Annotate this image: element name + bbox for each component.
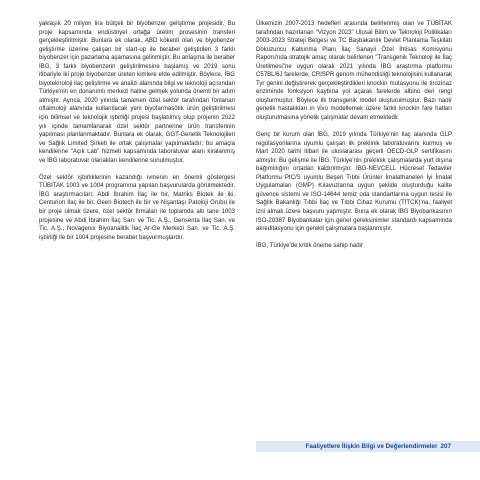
paragraph: Ülkemizin 2007-2013 hedefleri arasında belirlenmiş olan ve TÜBİTAK tarafından hazırlanan "Vizyon 2023" Ulusal Bilim ve Teknoloji Politikaları 2003-2023 Strateji Belgesi ve TC Başbakanlık Devlet Planlama Teşkilatı Dokuzuncu Kalkınma Planı İlaç Sanayii Özel İhtisas Komisyonu Raporu'nda stratejik amaç olarak belirlenen "Transgenik Teknoloji ile İlaç Üretilmesi"ne uygun olarak 2021 yılında İBG araştırma platformu C57BL/6J farelerde, CRISPR genom mühendisliği teknolojisini kullanarak Tyr genini değiştirerek gerçekleştirdikleri knockin mutasyonu ile tirozinaz enziminde fonksiyon kaybına yol açarak farelerde albino deri rengi oluşturmuştur. Böylece ilk transgenik model oluşturulmuştur. Bazı nadir genetik hastalıkları in vivo modellemek üzere farklı knockin fare hatları oluşturulmasına yönelik çalışmalar devam etmektedir. — [256, 21, 452, 122]
right-column — [256, 20, 452, 259]
paragraph: Genç bir kurum olan İBG, 2019 yılında Türkiye'nin ilaç alanında GLP regülasyonlarına uyumlu çalışan ilk preklinik laboratuvarını kurmuş ve Mart 2020 tarihi itibari ile uluslararası geçerli OECD-GLP sertifikasını almıştır. Bu gelişme ile İBG, Türkiye'nin preklinik çalışmalarda yurt dışına bağımlılığını ortadan kaldırılmıştır. İBG-NEVCELL Hücresel Tedaviler Platformu PIC/S uyumlu Beşeri Tıbbi Ürünler İmalathaneleri İyi İmalat Uygulamaları (GMP) Kılavuzlarına uygun şekilde oluşturduğu kalite güvence sistemi ve ISO-14644 temiz oda standartlarına uygun tesisi ile Sağlık Bakanlığı Tıbbi İlaç ve Tıbbi Cihaz Kurumu (TİTCK)'na, faaliyet izni almak üzere başvuru yapmıştır. Buna ek olarak İBG Biyobankasının ISO-20387 Biyobankalar için genel gereksinimler standardı kapsamında akreditasyonu için gerekli çalışmalara başlanmıştır. — [256, 132, 452, 233]
paragraph: İBG, Türkiye'de kritik öneme sahip nadir — [256, 243, 363, 250]
footer-section-title: Faaliyetlere İlişkin Bilgi ve Değerlendirmeler — [305, 443, 438, 450]
page-number: 207 — [440, 443, 451, 450]
page-footer — [306, 441, 451, 452]
paragraph: yaklaşık 20 milyon lira bütçeli bir biyobenzer geliştirme projesidir. Bu proje kapsamında endüstriyel ortağa üretim prosesinin transferi gerçekleştirilmiştir. Bunlara ek olarak, ABD kökenli olan ve biyobenzer geliştirme üzerine çalışan bir start-up ile beraber geliştirilen 3 farklı biyobenzer için pazarlama aşamasına gelinmiştir. Bu anlaşma ile beraber İBG, 3 farklı biyobenzerin geliştirilmesine başlamış ve 2019 sonu itibariyle iki proje biyobenzer üreten kimlere elde edilmiştir. Böylece, İBG biyoteknoloji ilaç geliştirme ve analizi alanında bilgi ve teknoloji açısından Türkiye'nin en donanımlı merkezi haline gelmek yolunda önemli bir adım atmıştır. Ayrıca, 2020 yılında tamamen özel sektör tarafından fonlanan oftalmoloji alanında kullanılacak yeni biyofarmasötik ürün geliştirilmesi için bilimsel ve teknolojik işbirliği projesi başlatılmış olup projenin 2022 yılı içinde tamamlanarak özel sektör partnerine ürün transferinin yapılması planlanmaktadır. Bunlara ek olarak, GGT-Genetik Teknolojileri ve Sağlık Limited Şirketi ile ortak çalışmalar yapılmaktadır; bu amaçla kendilerine "Açık Lab" hizmeti kapsamında laboratuvar alanı kiralanmış ve İBG laboratuvar olanakları kendilerine sunulmuştur. — [39, 21, 235, 164]
paragraph: Özel sektör işbirliklerinin kazandığı ivmenin en önemli göstergesi TÜBİTAK 1003 ve 1004 programına yapılan başvurularda görülmektedir. İBG araştırmacıları; Abdi İbrahim İlaç ile bir, Matriks Biotek ile iki, Centurion İlaç ile bir, Geen Biotech ile bir ve Nişantaşı Patoloji Grubu ile bir proje olmak üzere, özel sektör firmaları ile toplamda altı tane 1003 projesine ve Abdi İbrahim İlaç San. ve Tic. A.Ş., Gensenta İlaç San. ve Tic. A.Ş., Novagenix Biyoanalitik İlaç Ar-Ge Merkezi San. ve Tic. A.Ş. işbirliği ile bir 1004 projesine beraber başvurmuşlardır. — [39, 174, 235, 241]
left-column — [39, 20, 235, 251]
